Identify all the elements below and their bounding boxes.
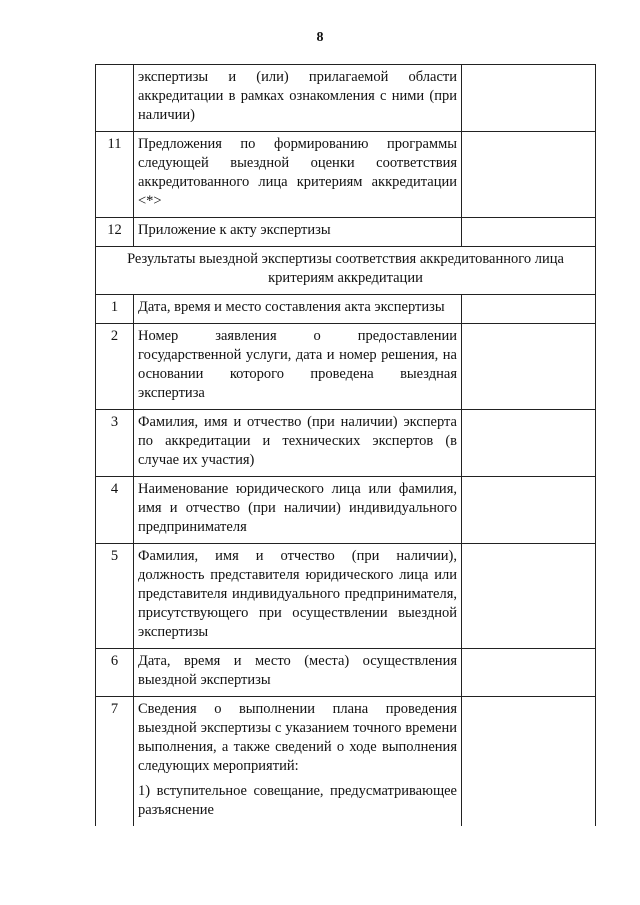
row-number: 6 bbox=[96, 649, 134, 697]
row-number: 12 bbox=[96, 218, 134, 247]
row-number: 2 bbox=[96, 324, 134, 410]
row-description-subitem: 1) вступительное совещание, предусматривающее разъяснение bbox=[138, 783, 457, 818]
table-row bbox=[96, 477, 596, 544]
row-description: Фамилия, имя и отчество (при наличии), должность представителя юридического лица или представителя индивидуального предпринимателя, присутствующего при осуществлении выездной экспертизы bbox=[134, 544, 462, 649]
table-row bbox=[96, 544, 596, 649]
row-description: Наименование юридического лица или фамилия, имя и отчество (при наличии) индивидуального предпринимателя bbox=[134, 477, 462, 544]
row-value-cell bbox=[462, 649, 596, 697]
page-number: 8 bbox=[316, 30, 324, 45]
table-row bbox=[96, 132, 596, 218]
row-number: 5 bbox=[96, 544, 134, 649]
row-description: Приложение к акту экспертизы bbox=[134, 218, 462, 247]
row-value-cell bbox=[462, 410, 596, 477]
table-row bbox=[96, 697, 596, 827]
row-value-cell bbox=[462, 477, 596, 544]
row-number: 1 bbox=[96, 295, 134, 324]
row-number: 4 bbox=[96, 477, 134, 544]
report-table bbox=[95, 64, 596, 826]
row-description: Дата, время и место составления акта экспертизы bbox=[134, 295, 462, 324]
row-value-cell bbox=[462, 295, 596, 324]
row-description: Предложения по формированию программы следующей выездной оценки соответствия аккредитованного лица критериям аккредитации <*> bbox=[134, 132, 462, 218]
table-row bbox=[96, 649, 596, 697]
row-value-cell bbox=[462, 65, 596, 132]
row-value-cell bbox=[462, 324, 596, 410]
section-title: Результаты выездной экспертизы соответствия аккредитованного лица критериям аккредитации bbox=[96, 247, 596, 295]
row-description: Дата, время и место (места) осуществления выездной экспертизы bbox=[134, 649, 462, 697]
row-value-cell bbox=[462, 697, 596, 827]
row-number: 11 bbox=[96, 132, 134, 218]
table-row bbox=[96, 295, 596, 324]
row-number: 7 bbox=[96, 697, 134, 827]
row-description: экспертизы и (или) прилагаемой области аккредитации в рамках ознакомления с ними (при наличии) bbox=[134, 65, 462, 132]
row-description-paragraph: Сведения о выполнении плана проведения выездной экспертизы с указанием точного времени выполнения, а также сведений о ходе выполнения следующих мероприятий: bbox=[138, 701, 457, 774]
table-row bbox=[96, 218, 596, 247]
row-description bbox=[134, 697, 462, 827]
row-description: Фамилия, имя и отчество (при наличии) эксперта по аккредитации и технических экспертов (в случае их участия) bbox=[134, 410, 462, 477]
row-number bbox=[96, 65, 134, 132]
table-row bbox=[96, 410, 596, 477]
table-row bbox=[96, 65, 596, 132]
row-value-cell bbox=[462, 544, 596, 649]
row-description: Номер заявления о предоставлении государственной услуги, дата и номер решения, на основании которого проведена выездная экспертиза bbox=[134, 324, 462, 410]
row-value-cell bbox=[462, 132, 596, 218]
row-number: 3 bbox=[96, 410, 134, 477]
row-value-cell bbox=[462, 218, 596, 247]
section-header-row bbox=[96, 247, 596, 295]
table-row bbox=[96, 324, 596, 410]
